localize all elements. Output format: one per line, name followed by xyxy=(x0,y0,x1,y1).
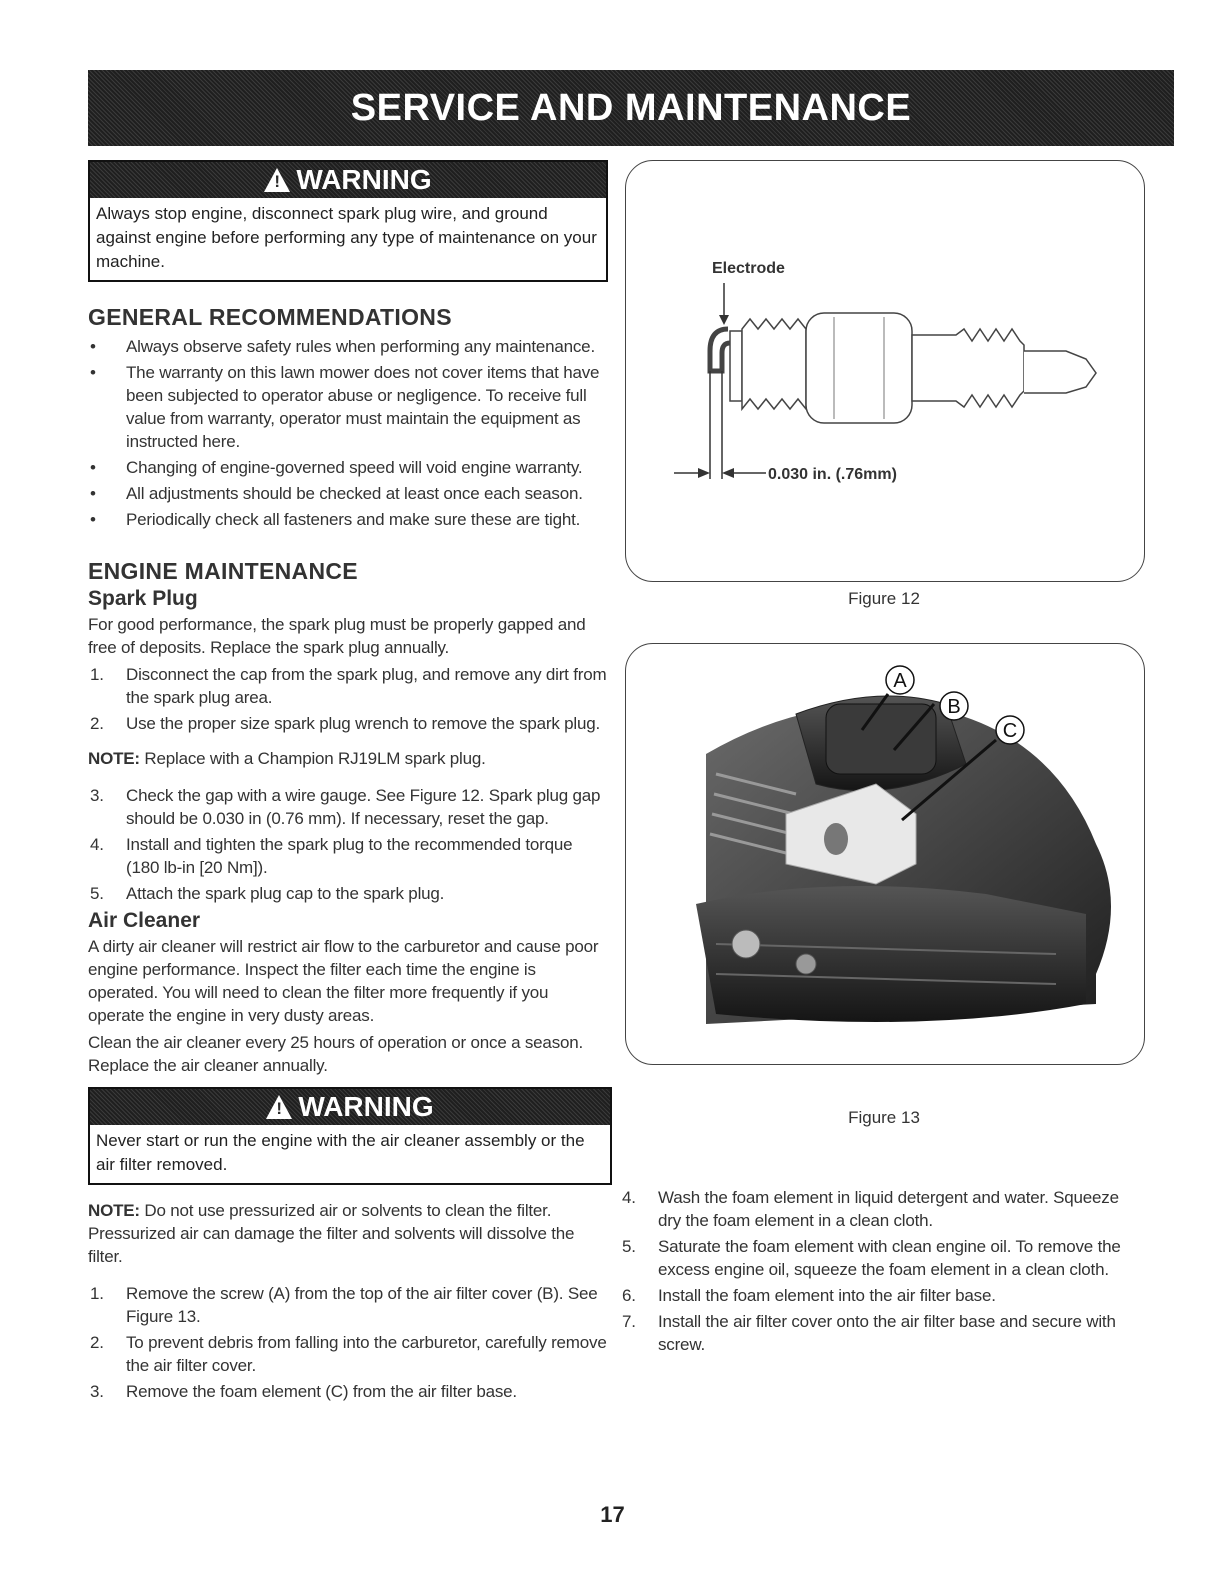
warning-title: WARNING xyxy=(298,1091,434,1122)
warning-box-1 xyxy=(88,160,608,282)
figure-12-caption: Figure 12 xyxy=(848,589,920,608)
figure-12-frame xyxy=(625,160,1145,582)
item-text: Disconnect the cap from the spark plug, and remove any dirt from the spark plug area. xyxy=(126,665,607,707)
item-text: All adjustments should be checked at least once each season. xyxy=(126,484,583,503)
engine-maintenance-heading: ENGINE MAINTENANCE xyxy=(88,558,358,584)
callout-b xyxy=(940,692,968,720)
warning-triangle-icon xyxy=(264,168,290,192)
step-number: 1. xyxy=(90,665,104,684)
bullet-marker: • xyxy=(90,458,96,477)
general-recommendations-list xyxy=(88,335,608,531)
spark-plug-note xyxy=(88,747,608,770)
step-number: 1. xyxy=(90,1284,104,1303)
warning-text: Never start or run the engine with the air cleaner assembly or the air filter removed. xyxy=(96,1131,585,1174)
note-text: Do not use pressurized air or solvents to clean the filter. Pressurized air can damage the filter and solvents will dissolve the filter. xyxy=(88,1201,575,1266)
step-number: 6. xyxy=(622,1286,636,1305)
item-text: Install the air filter cover onto the air filter base and secure with screw. xyxy=(658,1312,1116,1354)
item-text: Wash the foam element in liquid detergent and water. Squeeze dry the foam element in a clean cloth. xyxy=(658,1188,1119,1230)
step-item xyxy=(88,833,608,879)
item-text: Periodically check all fasteners and make sure these are tight. xyxy=(126,510,581,529)
item-text: Remove the screw (A) from the top of the air filter cover (B). See Figure 13. xyxy=(126,1284,598,1326)
left-column xyxy=(88,160,608,1406)
step-item xyxy=(620,1310,1140,1356)
gap-label: 0.030 in. (.76mm) xyxy=(768,466,897,483)
item-text: Changing of engine-governed speed will void engine warranty. xyxy=(126,458,583,477)
step-item xyxy=(88,1282,608,1328)
item-text: The warranty on this lawn mower does not cover items that have been subjected to operator abuse or negligence. To receive full value from warranty, operator must maintain the equipment as instructed here. xyxy=(126,363,600,451)
electrode-label: Electrode xyxy=(712,260,785,277)
bullet-item xyxy=(88,482,608,505)
air-cleaner-paragraph-2: Clean the air cleaner every 25 hours of operation or once a season. Replace the air cleaner annually. xyxy=(88,1033,584,1075)
step-number: 4. xyxy=(90,835,104,854)
air-cleaner-steps-left xyxy=(88,1282,608,1403)
spark-plug-diagram xyxy=(626,161,1144,581)
step-number: 2. xyxy=(90,1333,104,1352)
step-number: 5. xyxy=(90,884,104,903)
item-text: Saturate the foam element with clean engine oil. To remove the excess engine oil, squeeze the foam element in a clean cloth. xyxy=(658,1237,1121,1279)
spark-plug-heading: Spark Plug xyxy=(88,587,198,610)
step-item xyxy=(620,1186,1140,1232)
step-item xyxy=(88,784,608,830)
item-text: Remove the foam element (C) from the air filter base. xyxy=(126,1382,517,1401)
callout-a-label: A xyxy=(893,670,907,692)
step-item xyxy=(88,663,608,709)
general-recommendations-heading: GENERAL RECOMMENDATIONS xyxy=(88,304,452,330)
section-title: SERVICE AND MAINTENANCE xyxy=(350,86,912,129)
item-text: Use the proper size spark plug wrench to remove the spark plug. xyxy=(126,714,601,733)
item-text: Always observe safety rules when performing any maintenance. xyxy=(126,337,595,356)
step-number: 7. xyxy=(622,1312,636,1331)
warning-text: Always stop engine, disconnect spark plug wire, and ground against engine before performing any type of maintenance on your machine. xyxy=(96,204,597,271)
step-number: 5. xyxy=(622,1237,636,1256)
warning-title: WARNING xyxy=(296,164,432,195)
bullet-marker: • xyxy=(90,337,96,356)
figure-13-frame xyxy=(625,643,1145,1065)
callout-c xyxy=(996,716,1024,744)
bullet-item xyxy=(88,361,608,453)
section-banner xyxy=(88,70,1174,146)
item-text: To prevent debris from falling into the carburetor, carefully remove the air filter cover. xyxy=(126,1333,607,1375)
filter-note xyxy=(88,1199,608,1268)
air-cleaner-paragraph-1: A dirty air cleaner will restrict air flow to the carburetor and cause poor engine performance. Inspect the filter each time the engine is operated. You will need to clean the filter more frequently if you operate the engine in very dusty areas. xyxy=(88,937,599,1025)
note-label: NOTE: xyxy=(88,749,140,768)
step-item xyxy=(88,1331,608,1377)
air-cleaner-steps-right xyxy=(620,1186,1140,1359)
step-item xyxy=(88,882,608,905)
warning-triangle-icon xyxy=(266,1095,292,1119)
step-number: 3. xyxy=(90,786,104,805)
bullet-item xyxy=(88,456,608,479)
note-label: NOTE: xyxy=(88,1201,140,1220)
bullet-marker: • xyxy=(90,363,96,382)
warning-header xyxy=(90,162,606,198)
item-text: Install and tighten the spark plug to the recommended torque (180 lb-in [20 Nm]). xyxy=(126,835,573,877)
item-text: Check the gap with a wire gauge. See Figure 12. Spark plug gap should be 0.030 in (0.76 mm). If necessary, reset the gap. xyxy=(126,786,601,828)
step-number: 4. xyxy=(622,1188,636,1207)
figure-13-caption: Figure 13 xyxy=(848,1108,920,1127)
step-item xyxy=(620,1235,1140,1281)
step-item xyxy=(88,1380,608,1403)
air-cleaner-heading: Air Cleaner xyxy=(88,909,201,932)
note-text: Replace with a Champion RJ19LM spark plug. xyxy=(139,749,486,768)
page-number: 17 xyxy=(600,1502,625,1527)
warning-header xyxy=(90,1089,610,1125)
bullet-item xyxy=(88,335,608,358)
spark-plug-steps-a xyxy=(88,663,608,735)
item-text: Install the foam element into the air filter base. xyxy=(658,1286,996,1305)
callout-c-label: C xyxy=(1002,720,1018,742)
step-item xyxy=(620,1284,1140,1307)
callout-a xyxy=(886,666,914,694)
bullet-marker: • xyxy=(90,510,96,529)
air-filter-illustration xyxy=(626,644,1144,1064)
bullet-item xyxy=(88,508,608,531)
warning-box-2 xyxy=(88,1087,612,1185)
spark-plug-intro: For good performance, the spark plug must be properly gapped and free of deposits. Replace the spark plug annually. xyxy=(88,615,586,657)
bullet-marker: • xyxy=(90,484,96,503)
item-text: Attach the spark plug cap to the spark plug. xyxy=(126,884,445,903)
callout-b-label: B xyxy=(947,696,961,718)
step-number: 3. xyxy=(90,1382,104,1401)
spark-plug-steps-b xyxy=(88,784,608,905)
step-item xyxy=(88,712,608,735)
step-number: 2. xyxy=(90,714,104,733)
